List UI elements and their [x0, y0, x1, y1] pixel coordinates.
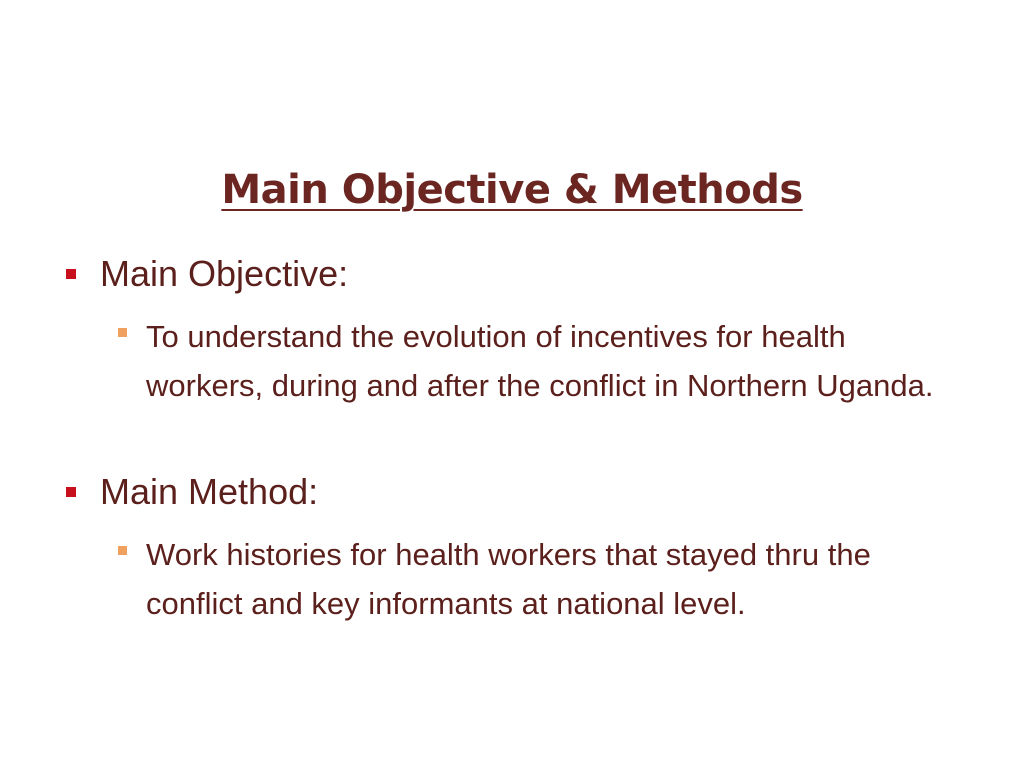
section-main-objective — [66, 252, 966, 296]
section-heading: Main Method: — [100, 471, 319, 512]
objective-list-item — [118, 312, 958, 462]
section-main-method — [66, 470, 966, 514]
objective-text: To understand the evolution of incentives for health workers, during and after the conflict in Northern Uganda. — [146, 319, 934, 403]
square-sub-bullet-icon — [118, 546, 127, 555]
slide-title: Main Objective & Methods — [221, 167, 803, 213]
method-list-item — [118, 530, 958, 680]
square-bullet-icon — [66, 269, 76, 279]
square-sub-bullet-icon — [118, 328, 127, 337]
method-text: Work histories for health workers that stayed thru the conflict and key informants at national level. — [146, 537, 871, 621]
section-heading: Main Objective: — [100, 253, 349, 294]
square-bullet-icon — [66, 487, 76, 497]
